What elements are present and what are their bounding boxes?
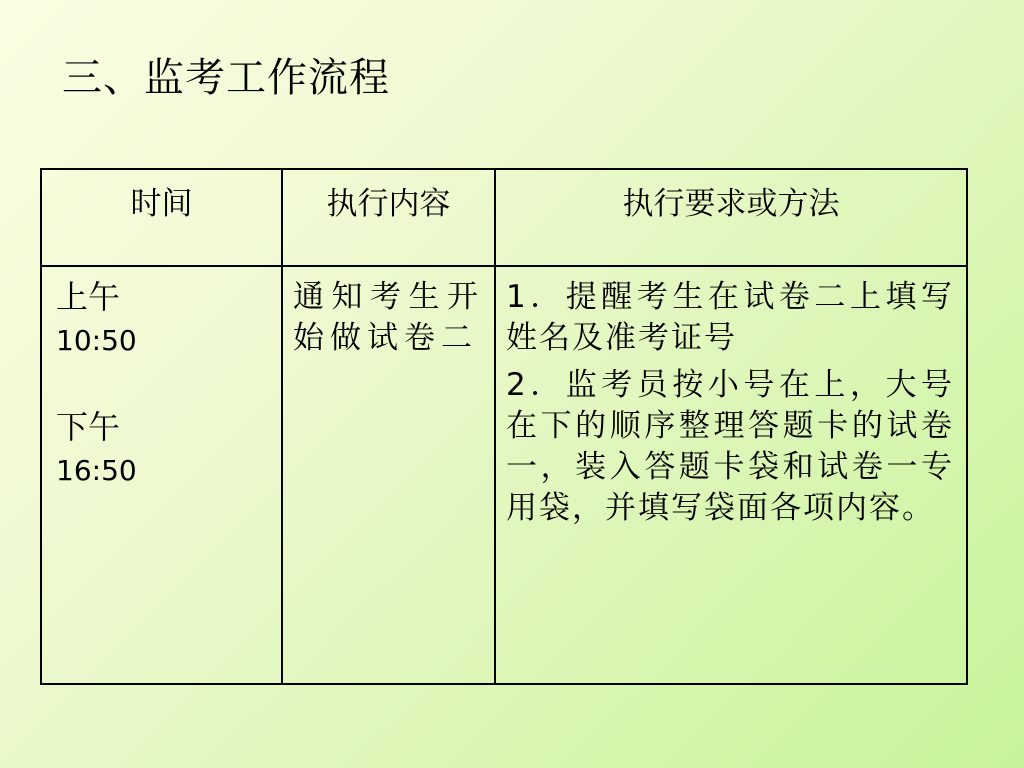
method-item-1: 1．提醒考生在试卷二上填写姓名及准考证号 [506, 279, 954, 356]
morning-label: 上午 [56, 278, 121, 316]
header-content: 执行内容 [282, 169, 495, 266]
workflow-table [40, 168, 968, 685]
time-spacer [56, 359, 281, 407]
slide-title: 三、监考工作流程 [62, 55, 390, 101]
afternoon-label: 下午 [56, 408, 121, 446]
header-method: 执行要求或方法 [495, 169, 967, 266]
content-cell: 通知考生开始做试卷二 [282, 266, 495, 684]
table-row [41, 266, 967, 684]
method-cell [495, 266, 967, 684]
morning-time: 10:50 [56, 324, 137, 357]
table-header-row [41, 169, 967, 266]
afternoon-time: 16:50 [56, 454, 137, 487]
header-time: 时间 [41, 169, 282, 266]
method-item-2: 2．监考员按小号在上，大号在下的顺序整理答题卡的试卷一，装入答题卡袋和试卷一专用袋，并填写袋面各项内容。 [506, 367, 954, 526]
time-cell [41, 266, 282, 684]
